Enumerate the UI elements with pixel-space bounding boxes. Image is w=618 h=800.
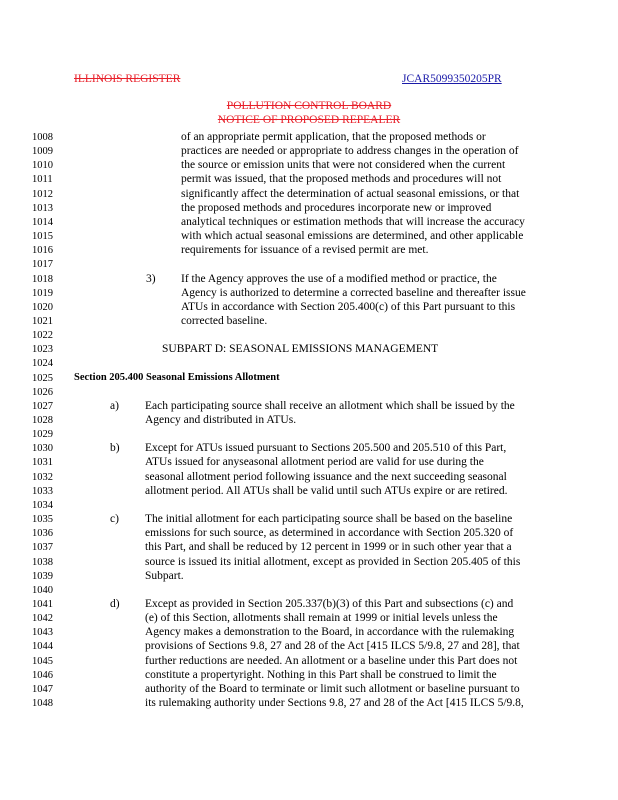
line-number: 1022 [32, 330, 53, 342]
body-line: constitute a propertyright. Nothing in this Part shall be construed to limit the [145, 668, 497, 681]
line-number: 1037 [32, 542, 53, 554]
line-number: 1033 [32, 485, 53, 497]
body-line: source is issued its initial allotment, except as provided in Section 205.405 of this [145, 555, 521, 568]
line-number: 1026 [32, 386, 53, 398]
body-line: practices are needed or appropriate to address changes in the operation of [181, 145, 519, 158]
line-number: 1031 [32, 457, 53, 469]
line-number: 1034 [32, 499, 53, 511]
line-number: 1024 [32, 358, 53, 370]
line-number: 1021 [32, 315, 53, 327]
document-code: JCAR5099350205PR [402, 73, 502, 85]
body-line: provisions of Sections 9.8, 27 and 28 of the Act [415 ILCS 5/9.8, 27 and 28], that [145, 640, 520, 653]
line-number: 1008 [32, 132, 53, 143]
line-number: 1043 [32, 627, 53, 639]
line-number: 1014 [32, 216, 53, 228]
board-title: POLLUTION CONTROL BOARD [226, 100, 392, 112]
line-number: 1046 [32, 669, 53, 681]
body-line: corrected baseline. [181, 314, 268, 327]
line-number: 1042 [32, 613, 53, 625]
line-number: 1019 [32, 287, 53, 299]
body-line: Agency makes a demonstration to the Board, in accordance with the rulemaking [145, 626, 515, 639]
body-line: further reductions are needed. An allotment or a baseline under this Part does not [145, 654, 518, 667]
line-number: 1011 [32, 174, 53, 186]
line-number: 1013 [32, 202, 53, 214]
body-line: the source or emission units that were not considered when the current [181, 159, 506, 172]
line-number: 1044 [32, 641, 53, 653]
list-marker: d) [110, 597, 120, 610]
body-line: Subpart. [145, 569, 184, 582]
line-number: 1017 [32, 259, 53, 271]
body-line: permit was issued, that the proposed methods and procedures will not [181, 173, 502, 186]
line-number: 1025 [32, 372, 53, 384]
body-line: Agency is authorized to determine a corrected baseline and thereafter issue [181, 286, 526, 299]
body-line: significantly affect the determination of actual seasonal emissions, or that [181, 187, 520, 200]
line-number: 1041 [32, 598, 53, 610]
line-number: 1036 [32, 528, 53, 540]
list-marker: b) [110, 442, 120, 455]
line-number: 1012 [32, 188, 53, 200]
body-line: Each participating source shall receive an allotment which shall be issued by the [145, 399, 515, 412]
body-line: Except for ATUs issued pursuant to Sections 205.500 and 205.510 of this Part, [145, 442, 507, 455]
line-number: 1028 [32, 415, 53, 426]
body-line: ATUs issued for anyseasonal allotment period are valid for use during the [145, 456, 484, 469]
list-marker: 3) [146, 272, 156, 285]
line-number: 1018 [32, 273, 53, 285]
body-line: analytical techniques or estimation methods that will increase the accuracy [181, 215, 525, 228]
line-number: 1020 [32, 301, 53, 313]
line-number: 1039 [32, 570, 53, 582]
line-number: 1032 [32, 471, 53, 483]
body-line: this Part, and shall be reduced by 12 percent in 1999 or in such other year that a [145, 541, 512, 554]
line-number: 1029 [32, 429, 53, 441]
line-number: 1040 [32, 584, 53, 596]
line-number: 1048 [32, 698, 53, 709]
body-line: Except as provided in Section 205.337(b)(3) of this Part and subsections (c) and [145, 597, 514, 610]
list-marker: a) [110, 399, 119, 412]
body-line: its rulemaking authority under Sections 9.8, 27 and 28 of the Act [415 ILCS 5/9.8, [145, 697, 524, 709]
line-number: 1009 [32, 146, 53, 158]
line-number: 1023 [32, 344, 53, 356]
body-line: seasonal allotment period following issuance and the next succeeding seasonal [145, 470, 507, 483]
line-number: 1047 [32, 683, 53, 695]
line-number: 1038 [32, 556, 53, 568]
body-line: authority of the Board to terminate or limit such allotment or baseline pursuant to [145, 682, 520, 695]
line-number: 1027 [32, 400, 53, 412]
line-number: 1010 [32, 160, 53, 172]
line-number: 1035 [32, 514, 53, 526]
line-number: 1015 [32, 231, 53, 243]
line-number: 1030 [32, 443, 53, 455]
body-line: the proposed methods and procedures incorporate new or improved [181, 201, 492, 214]
body-line: with which actual seasonal emissions are determined, and other applicable [181, 230, 524, 243]
body-line: ATUs in accordance with Section 205.400(c) of this Part pursuant to this [181, 300, 516, 313]
body-line: The initial allotment for each participating source shall be based on the baseline [145, 513, 513, 526]
body-line: If the Agency approves the use of a modified method or practice, the [181, 272, 497, 285]
body-line: emissions for such source, as determined in accordance with Section 205.320 of [145, 527, 514, 540]
notice-title: NOTICE OF PROPOSED REPEALER [217, 114, 401, 126]
section-heading: Section 205.400 Seasonal Emissions Allotment [74, 371, 280, 383]
line-number: 1045 [32, 655, 53, 667]
line-number: 1016 [32, 245, 53, 257]
body-line: of an appropriate permit application, that the proposed methods or [181, 131, 486, 143]
body-line: allotment period. All ATUs shall be valid until such ATUs expire or are retired. [145, 484, 508, 497]
body-line: requirements for issuance of a revised permit are met. [181, 244, 429, 257]
subpart-heading: SUBPART D: SEASONAL EMISSIONS MANAGEMENT [162, 343, 439, 356]
body-line: Agency and distributed in ATUs. [145, 414, 297, 426]
body-line: (e) of this Section, allotments shall remain at 1999 or initial levels unless the [145, 612, 498, 625]
list-marker: c) [110, 513, 119, 526]
register-header: ILLINOIS REGISTER [74, 73, 181, 85]
